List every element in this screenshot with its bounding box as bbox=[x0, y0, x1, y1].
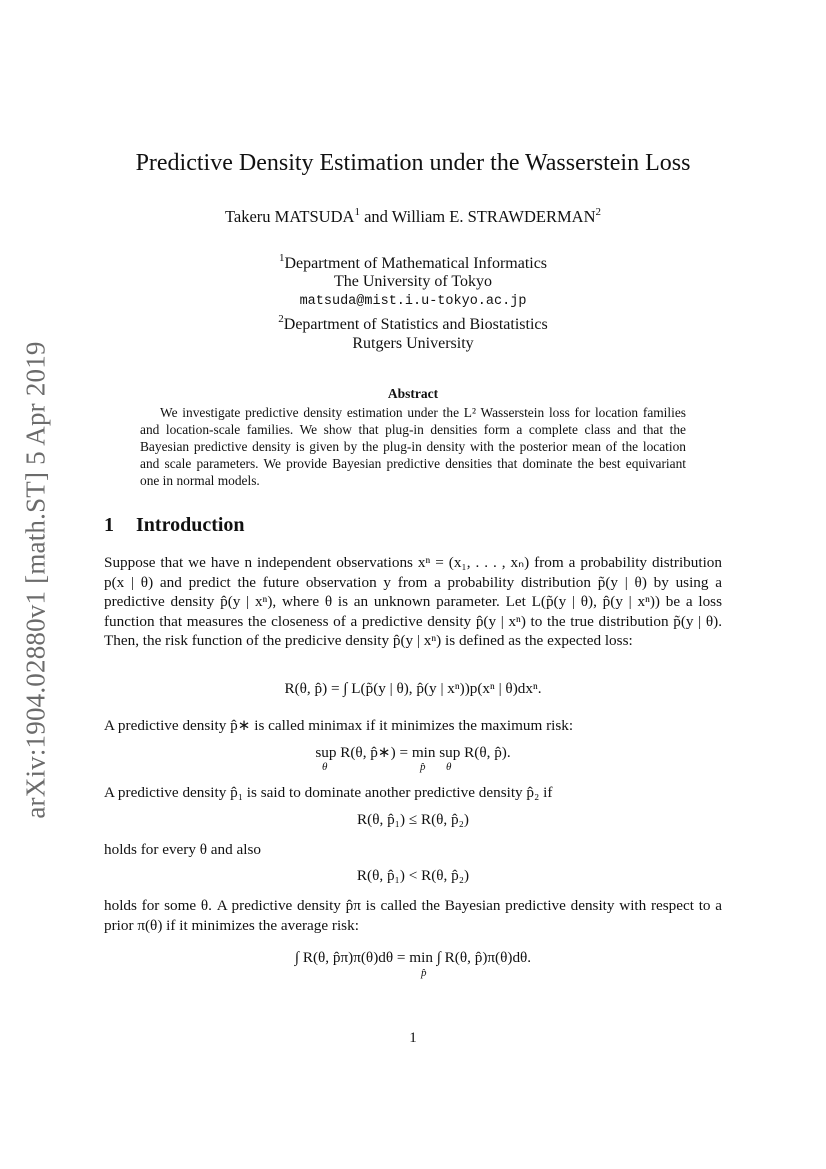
body-paragraph-5: holds for some θ. A predictive density p̂π is called the Bayesian predictive density with respect to a prior π(θ) if it minimizes the average risk: bbox=[104, 897, 722, 934]
body-paragraph-1: Suppose that we have n independent observations xⁿ = (x₁, . . . , xₙ) from a probability distribution p(x | θ) and predict the future observation y from a probability distribution p̃(y | θ) by using a predictive density p̂(y | xⁿ), where θ is an unknown parameter. Let L(p̃(y | θ), p̂(y | xⁿ)) be a loss function that measures the closeness of a predictive density p̂(y | xⁿ) to the true distribution p̃(y | θ). Then, the risk function of the predicive density p̂(y | xⁿ) is defined as the expected loss: bbox=[104, 554, 722, 650]
arxiv-identifier: arXiv:1904.02880v1 [math.ST] 5 Apr 2019 bbox=[20, 341, 51, 819]
abstract-text: We investigate predictive density estimation under the L² Wasserstein loss for location families and location-scale families. We show that plug-in densities form a complete class and that the Bayesian predictive density is given by the plug-in density with the posterior mean of the location and scale parameters. We provide Bayesian predictive densities that dominate the best equivariant one in normal models. bbox=[140, 405, 686, 488]
equation-minimax-sub-min: p̂ bbox=[420, 761, 426, 773]
author-2-mark: 2 bbox=[595, 206, 602, 218]
equation-minimax-sub-sup: θ bbox=[322, 761, 328, 773]
affiliation-1-dept-text: Department of Mathematical Informatics bbox=[284, 255, 548, 272]
section-number: 1 bbox=[104, 514, 114, 536]
equation-bayes-sub-min: p̂ bbox=[421, 967, 427, 979]
paper-title: Predictive Density Estimation under the Wasserstein Loss bbox=[135, 150, 691, 176]
affiliation-1-dept bbox=[0, 252, 826, 273]
page-number: 1 bbox=[409, 1030, 417, 1046]
author-1-mark: 1 bbox=[354, 206, 360, 218]
affiliation-2-mark: 2 bbox=[278, 313, 284, 325]
affiliation-2-org: Rutgers University bbox=[352, 335, 474, 352]
body-paragraph-2: A predictive density p̂∗ is called minimax if it minimizes the maximum risk: bbox=[104, 717, 574, 734]
affiliation-1-org: The University of Tokyo bbox=[333, 273, 493, 290]
author-1: Takeru MATSUDA bbox=[224, 207, 355, 226]
abstract-heading: Abstract bbox=[387, 386, 439, 401]
affiliation-2-dept bbox=[0, 313, 826, 334]
equation-dominate-1: R(θ, p̂₁) ≤ R(θ, p̂₂) bbox=[357, 811, 469, 828]
body-paragraph-3: A predictive density p̂₁ is said to dominate another predictive density p̂₂ if bbox=[104, 784, 553, 801]
body-paragraph-4: holds for every θ and also bbox=[104, 841, 261, 858]
affiliation-2-dept-text: Department of Statistics and Biostatistics bbox=[283, 316, 548, 333]
author-and: and bbox=[364, 207, 388, 226]
author-2: William E. STRAWDERMAN bbox=[391, 207, 596, 226]
section-heading bbox=[104, 514, 245, 537]
section-title: Introduction bbox=[136, 514, 245, 536]
equation-minimax-sub-sup2: θ bbox=[446, 761, 452, 773]
equation-bayes: ∫ R(θ, p̂π)π(θ)dθ = min ∫ R(θ, p̂)π(θ)dθ. bbox=[294, 949, 532, 966]
affiliation-1-email[interactable]: matsuda@mist.i.u-tokyo.ac.jp bbox=[299, 294, 527, 309]
equation-minimax: sup R(θ, p̂∗) = min sup R(θ, p̂). bbox=[315, 744, 511, 761]
affiliation-1-mark: 1 bbox=[278, 252, 285, 264]
equation-dominate-2: R(θ, p̂₁) < R(θ, p̂₂) bbox=[356, 867, 470, 884]
equation-risk: R(θ, p̂) = ∫ L(p̃(y | θ), p̂(y | xⁿ))p(xⁿ | θ)dxⁿ. bbox=[284, 680, 542, 697]
author-line bbox=[0, 206, 826, 227]
